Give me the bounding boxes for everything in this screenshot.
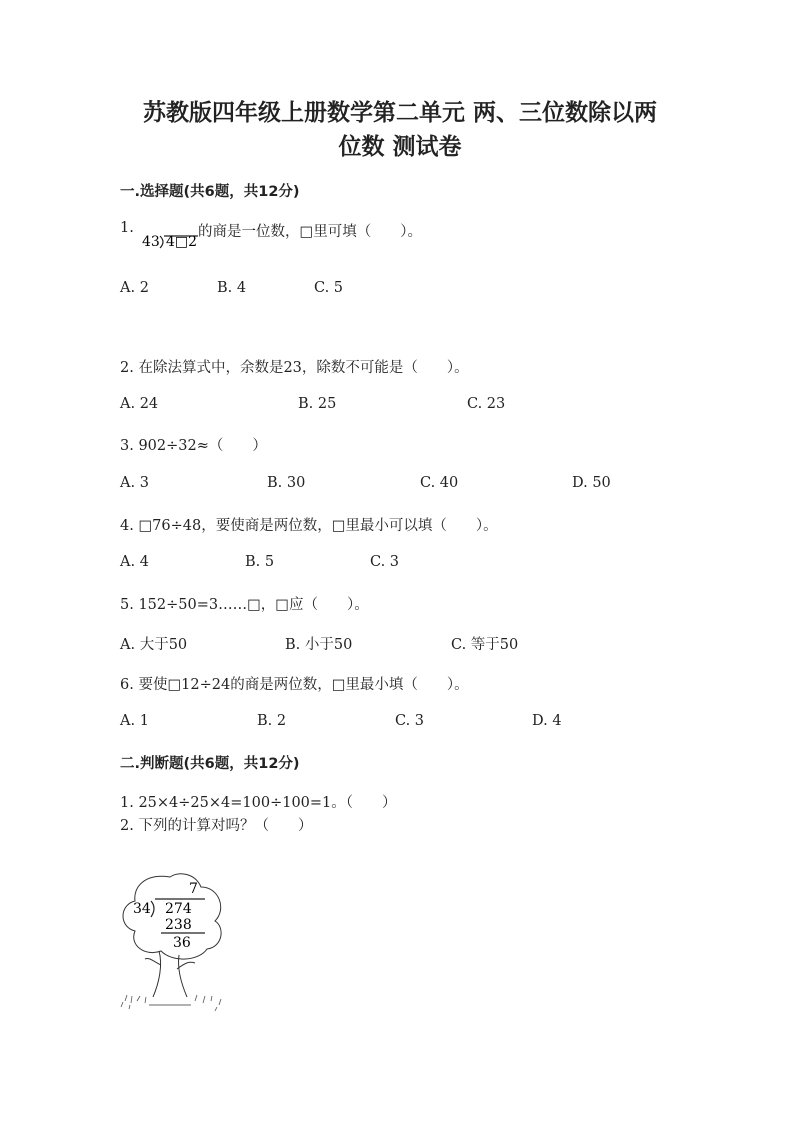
dividend-4box2: 4□2 <box>166 234 198 250</box>
q3-option-d[interactable]: D. 50 <box>572 475 611 491</box>
q3-option-b[interactable]: B. 30 <box>267 475 306 491</box>
product-238: 238 <box>165 917 192 933</box>
question-6: 6. 要使□12÷24的商是两位数，□里最小填（ ）。 <box>120 677 469 693</box>
q4-option-a[interactable]: A. 4 <box>120 554 149 570</box>
q1-option-b[interactable]: B. 4 <box>217 280 247 296</box>
section-heading-true-false: 二.判断题(共6题，共12分) <box>120 756 300 772</box>
q6-option-b[interactable]: B. 2 <box>257 713 287 729</box>
title-line-1: 苏教版四年级上册数学第二单元 两、三位数除以两 <box>142 100 657 126</box>
q1-option-c[interactable]: C. 5 <box>314 280 344 296</box>
question-5: 5. 152÷50=3……□，□应（ ）。 <box>120 597 369 613</box>
q2-option-a[interactable]: A. 24 <box>120 396 159 412</box>
question-2: 2. 在除法算式中，余数是23，除数不可能是（ ）。 <box>120 360 469 376</box>
q3-option-a[interactable]: A. 3 <box>120 475 149 491</box>
question-4: 4. □76÷48，要使商是两位数，□里最小可以填（ ）。 <box>120 518 498 534</box>
page-title <box>0 96 800 164</box>
tree-division-illustration <box>115 865 230 1017</box>
section-heading-choice: 一.选择题(共6题，共12分) <box>120 184 300 200</box>
question-1-number: 1. <box>120 220 134 236</box>
title-line-2: 位数 测试卷 <box>338 134 462 160</box>
q5-option-a[interactable]: A. 大于50 <box>120 637 188 653</box>
q5-option-c[interactable]: C. 等于50 <box>451 637 519 653</box>
q6-option-c[interactable]: C. 3 <box>395 713 425 729</box>
tf-question-1: 1. 25×4÷25×4=100÷100=1。（ ） <box>120 795 397 811</box>
long-division-figure <box>140 214 200 254</box>
q3-option-c[interactable]: C. 40 <box>420 475 459 491</box>
remainder-36: 36 <box>173 935 191 951</box>
q4-option-b[interactable]: B. 5 <box>245 554 275 570</box>
grass-strokes <box>121 995 221 1011</box>
q4-option-c[interactable]: C. 3 <box>370 554 400 570</box>
tf-question-2: 2. 下列的计算对吗？（ ） <box>120 818 313 834</box>
divisor-43: 43 <box>142 234 160 250</box>
q5-option-b[interactable]: B. 小于50 <box>285 637 353 653</box>
q6-option-d[interactable]: D. 4 <box>532 713 562 729</box>
division-bracket <box>160 236 163 248</box>
q2-option-c[interactable]: C. 23 <box>467 396 506 412</box>
divisor-34: 34 <box>133 901 151 917</box>
q2-option-b[interactable]: B. 25 <box>298 396 337 412</box>
tree-trunk <box>145 951 195 997</box>
division-bracket <box>151 901 154 917</box>
question-3: 3. 902÷32≈（ ） <box>120 438 267 454</box>
q6-option-a[interactable]: A. 1 <box>120 713 149 729</box>
dividend-274: 274 <box>165 901 192 917</box>
question-1 <box>120 220 134 236</box>
question-1-text: 的商是一位数，□里可填（ ）。 <box>198 224 422 240</box>
q1-option-a[interactable]: A. 2 <box>120 280 149 296</box>
quotient-7: 7 <box>189 881 198 897</box>
